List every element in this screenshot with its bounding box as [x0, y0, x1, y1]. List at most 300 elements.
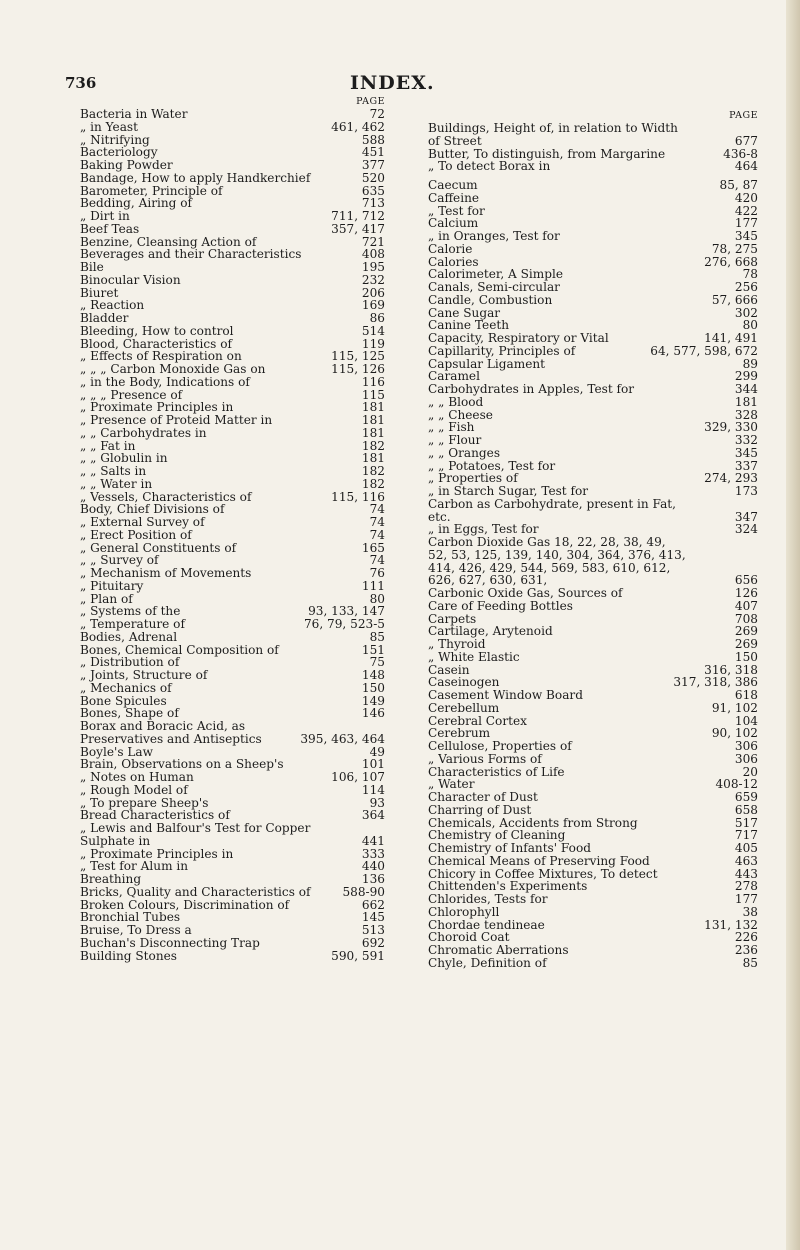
entry-term: „ in Yeast — [80, 119, 138, 134]
index-entry — [428, 791, 758, 804]
entry-pages: 74 — [369, 515, 385, 529]
entry-pages: 299 — [734, 369, 758, 384]
index-entry — [428, 804, 758, 817]
index-entry — [428, 179, 758, 192]
entry-term: Buildings, Height of, in relation to Width of Street — [428, 121, 678, 148]
entry-pages: 345 — [734, 445, 758, 460]
entry-pages: 590, 591 — [331, 948, 385, 963]
index-entry — [428, 855, 758, 868]
entry-term: „ „ „ Presence of — [80, 387, 183, 402]
index-entry — [428, 294, 758, 307]
index-entry — [428, 434, 758, 447]
index-entry — [80, 261, 385, 274]
entry-term: Baking Powder — [80, 158, 173, 172]
entry-term: „ Test for — [428, 203, 485, 218]
entry-term: Candle, Combustion — [428, 292, 553, 307]
entry-pages: 85 — [742, 955, 758, 970]
entry-pages: 278 — [734, 879, 758, 894]
entry-term: Binocular Vision — [80, 272, 181, 287]
index-entry — [428, 689, 758, 702]
index-entry — [428, 345, 758, 358]
entry-term: Bedding, Airing of — [80, 196, 192, 211]
entry-term: Breathing — [80, 872, 142, 886]
entry-term: „ „ „ Carbon Monoxide Gas on — [80, 362, 266, 376]
entry-term: „ Temperature of — [80, 617, 185, 631]
entry-pages: 146 — [361, 706, 385, 721]
entry-pages: 440 — [361, 859, 385, 874]
index-entry — [428, 396, 758, 409]
entry-pages: 149 — [361, 693, 385, 708]
entry-term: Bile — [80, 260, 104, 274]
entry-pages: 114 — [361, 782, 385, 797]
entry-pages: 256 — [734, 280, 758, 294]
entry-term: „ Water — [428, 777, 475, 792]
index-entry — [80, 873, 385, 886]
entry-term: Chemistry of Infants' Food — [428, 841, 591, 855]
entry-pages: 635 — [361, 183, 385, 198]
entry-pages: 332 — [734, 433, 758, 447]
entry-term: Bodies, Adrenal — [80, 629, 178, 644]
index-entry — [80, 529, 385, 542]
entry-pages: 182 — [361, 464, 385, 478]
entry-term: Carbonic Oxide Gas, Sources of — [428, 586, 623, 600]
entry-term: „ Plan of — [80, 591, 133, 606]
entry-term: Character of Dust — [428, 790, 538, 804]
entry-pages: 181 — [734, 394, 758, 409]
entry-term: Chemicals, Accidents from Strong — [428, 815, 638, 830]
entry-term: Benzine, Cleansing Action of — [80, 234, 257, 249]
index-entry — [80, 159, 385, 172]
entry-term: Calories — [428, 254, 479, 269]
entry-pages: 91, 102 — [711, 700, 758, 715]
index-entry — [80, 465, 385, 478]
entry-pages: 302 — [734, 305, 758, 320]
entry-pages: 165 — [361, 540, 385, 555]
entry-term: Calorie — [428, 241, 473, 256]
entry-term: Cerebrum — [428, 726, 491, 741]
entry-pages: 49 — [369, 744, 385, 759]
entry-term: Chromatic Aberrations — [428, 943, 569, 957]
entry-term: Bronchial Tubes — [80, 910, 181, 925]
entry-pages: 182 — [361, 438, 385, 453]
entry-term: Casein — [428, 662, 470, 677]
index-entry — [428, 587, 758, 600]
entry-pages: 106, 107 — [331, 770, 385, 784]
index-entry — [80, 108, 385, 121]
entry-pages: 721 — [361, 234, 385, 249]
entry-pages: 408-12 — [715, 777, 758, 792]
entry-pages: 513 — [361, 923, 385, 937]
entry-term: Chemical Means of Preserving Food — [428, 853, 650, 868]
entry-term: Chittenden's Experiments — [428, 879, 588, 894]
entry-term: Carbon Dioxide Gas 18, 22, 28, 38, 49, 52, 53, 125, 139, 140, 304, 364, 376, 413, 414, 426, 429, 544, 569, 583, 610, 612, 626, 627, 630, 631, — [428, 535, 686, 588]
index-entry — [80, 669, 385, 682]
entry-pages: 451 — [361, 145, 385, 160]
entry-term: „ in Starch Sugar, Test for — [428, 484, 589, 498]
entry-pages: 126 — [734, 586, 758, 600]
entry-term: „ Proximate Principles in — [80, 400, 234, 415]
entry-pages: 588 — [361, 132, 385, 147]
entry-term: Carbon as Carbohydrate, present in Fat, etc. — [428, 496, 677, 524]
entry-term: Casement Window Board — [428, 688, 583, 702]
index-entry — [80, 312, 385, 325]
entry-term: Chlorides, Tests for — [428, 892, 548, 906]
entry-term: „ „ Carbohydrates in — [80, 425, 207, 440]
entry-term: „ Mechanics of — [80, 680, 172, 695]
index-entry — [80, 274, 385, 287]
index-entry — [80, 924, 385, 937]
entry-pages: 80 — [369, 591, 385, 606]
page-title: INDEX. — [350, 72, 435, 94]
entry-pages: 713 — [361, 196, 385, 211]
index-entry — [428, 702, 758, 715]
entry-term: „ Proximate Principles in — [80, 846, 234, 861]
entry-term: Chordae tendineae — [428, 917, 545, 932]
entry-term: „ „ Blood — [428, 394, 484, 409]
entry-term: Capacity, Respiratory or Vital — [428, 331, 609, 345]
entry-term: „ „ Fat in — [80, 438, 136, 453]
entry-pages: 659 — [734, 790, 758, 804]
index-entry — [428, 447, 758, 460]
index-entry — [428, 651, 758, 664]
index-entry — [428, 332, 758, 345]
index-entry — [428, 160, 758, 173]
entry-pages: 119 — [361, 336, 385, 351]
entry-term: „ General Constituents of — [80, 540, 237, 555]
entry-term: „ Various Forms of — [428, 751, 542, 766]
entry-pages: 269 — [734, 624, 758, 639]
entry-term: Canine Teeth — [428, 318, 510, 333]
index-entry — [428, 906, 758, 919]
entry-term: Caecum — [428, 178, 478, 192]
entry-term: Bleeding, How to control — [80, 323, 234, 338]
index-entry — [80, 682, 385, 695]
entry-pages: 364 — [361, 808, 385, 823]
entry-pages: 177 — [734, 892, 758, 906]
entry-pages: 181 — [361, 400, 385, 415]
entry-term: Bread Characteristics of — [80, 808, 230, 823]
entry-pages: 57, 666 — [711, 292, 758, 307]
entry-pages: 677 — [734, 133, 758, 148]
entry-term: „ Vessels, Characteristics of — [80, 489, 252, 504]
index-entry — [80, 580, 385, 593]
entry-term: „ „ Fish — [428, 420, 475, 435]
entry-term: „ „ Potatoes, Test for — [428, 458, 556, 473]
index-entry — [80, 478, 385, 491]
entry-pages: 618 — [734, 688, 758, 702]
entry-term: Bricks, Quality and Characteristics of — [80, 884, 311, 899]
entry-term: „ in Eggs, Test for — [428, 522, 539, 537]
entry-pages: 588-90 — [342, 884, 385, 899]
entry-term: Butter, To distinguish, from Margarine — [428, 146, 666, 161]
entry-term: „ in the Body, Indications of — [80, 374, 250, 389]
entry-term: Caramel — [428, 369, 480, 384]
entry-pages: 76, 79, 523-5 — [303, 617, 385, 631]
entry-pages: 141, 491 — [704, 331, 758, 345]
entry-pages: 317, 318, 386 — [673, 675, 758, 690]
entry-pages: 344 — [734, 382, 758, 396]
index-entry — [80, 886, 385, 899]
entry-pages: 93, 133, 147 — [308, 604, 385, 619]
entry-term: „ „ Globulin in — [80, 451, 168, 466]
entry-term: „ Lewis and Balfour's Test for Copper Sulphate in — [80, 821, 311, 848]
entry-pages: 115, 125 — [331, 349, 385, 364]
entry-pages: 104 — [734, 713, 758, 728]
entry-pages: 72 — [369, 107, 385, 121]
entry-term: „ Systems of the — [80, 604, 181, 619]
index-entry — [428, 753, 758, 766]
page-number: 736 — [65, 74, 97, 92]
entry-term: Brain, Observations on a Sheep's — [80, 757, 284, 772]
entry-term: „ White Elastic — [428, 649, 520, 664]
entry-pages: 182 — [361, 476, 385, 491]
entry-term: Boyle's Law — [80, 744, 153, 759]
index-entry — [80, 822, 385, 848]
entry-term: „ „ Flour — [428, 433, 482, 447]
entry-pages: 407 — [734, 598, 758, 613]
entry-term: Caffeine — [428, 190, 480, 205]
entry-pages: 324 — [734, 522, 758, 537]
entry-term: Cartilage, Arytenoid — [428, 624, 553, 639]
entry-pages: 226 — [734, 930, 758, 945]
entry-term: Carpets — [428, 611, 477, 626]
entry-term: Cerebellum — [428, 700, 500, 715]
index-entry — [80, 248, 385, 261]
index-entry — [428, 638, 758, 651]
entry-pages: 150 — [361, 680, 385, 695]
entry-pages: 463 — [734, 853, 758, 868]
entry-pages: 345 — [734, 229, 758, 243]
entry-term: „ Rough Model of — [80, 782, 188, 797]
entry-pages: 75 — [369, 655, 385, 670]
entry-pages: 662 — [361, 897, 385, 912]
entry-term: Bones, Shape of — [80, 706, 179, 721]
entry-term: Bacteriology — [80, 145, 158, 160]
entry-pages: 422 — [734, 203, 758, 218]
entry-term: „ Effects of Respiration on — [80, 349, 242, 364]
index-column-left — [80, 96, 385, 962]
entry-pages: 656 — [734, 573, 758, 588]
entry-term: Chyle, Definition of — [428, 955, 547, 970]
entry-pages: 78 — [742, 267, 758, 282]
entry-term: Capsular Ligament — [428, 356, 546, 371]
entry-pages: 306 — [734, 739, 758, 753]
index-entry — [80, 363, 385, 376]
index-entry — [428, 192, 758, 205]
entry-pages: 74 — [369, 502, 385, 517]
index-entry — [428, 281, 758, 294]
entry-term: Bacteria in Water — [80, 107, 188, 121]
entry-term: Care of Feeding Bottles — [428, 598, 573, 613]
index-entry — [80, 771, 385, 784]
entry-pages: 206 — [361, 285, 385, 300]
entry-term: Calcium — [428, 216, 479, 231]
page-column-label: PAGE — [729, 110, 758, 121]
entry-pages: 111 — [361, 578, 385, 593]
index-entry — [428, 842, 758, 855]
entry-pages: 115, 126 — [331, 362, 385, 376]
entry-pages: 717 — [734, 828, 758, 843]
entry-pages: 177 — [734, 216, 758, 231]
entry-term: „ „ Oranges — [428, 445, 501, 460]
index-entry — [428, 383, 758, 396]
entry-pages: 145 — [361, 910, 385, 925]
entry-term: Beef Teas — [80, 221, 140, 236]
entry-pages: 181 — [361, 451, 385, 466]
entry-pages: 520 — [361, 170, 385, 185]
entry-term: „ Erect Position of — [80, 527, 192, 542]
entry-pages: 151 — [361, 642, 385, 657]
index-entry — [428, 498, 758, 524]
entry-pages: 443 — [734, 866, 758, 881]
index-entry — [428, 536, 758, 587]
entry-pages: 464 — [734, 159, 758, 174]
entry-pages: 150 — [734, 649, 758, 664]
index-entry — [80, 631, 385, 644]
entry-pages: 408 — [361, 247, 385, 262]
index-entry — [80, 720, 385, 746]
index-entry — [428, 944, 758, 957]
entry-term: „ Test for Alum in — [80, 859, 189, 874]
entry-pages: 514 — [361, 323, 385, 338]
entry-term: „ Notes on Human — [80, 770, 194, 784]
entry-term: Bruise, To Dress a — [80, 923, 192, 937]
entry-term: „ „ Survey of — [80, 553, 159, 568]
entry-pages: 85, 87 — [719, 178, 758, 192]
entry-term: Chlorophyll — [428, 904, 500, 919]
entry-term: Carbohydrates in Apples, Test for — [428, 382, 635, 396]
entry-term: Bandage, How to apply Handkerchief — [80, 170, 311, 185]
index-entry — [80, 937, 385, 950]
index-entry — [80, 784, 385, 797]
entry-pages: 377 — [361, 158, 385, 172]
entry-pages: 74 — [369, 553, 385, 568]
index-entry — [80, 567, 385, 580]
entry-term: Characteristics of Life — [428, 764, 565, 779]
index-entry — [80, 325, 385, 338]
entry-pages: 93 — [369, 795, 385, 810]
index-entry — [428, 766, 758, 779]
entry-pages: 461, 462 — [331, 119, 385, 134]
index-column-right — [428, 110, 758, 970]
entry-term: Bladder — [80, 311, 129, 325]
entry-pages: 116 — [361, 374, 385, 389]
entry-pages: 274, 293 — [704, 471, 758, 486]
entry-pages: 269 — [734, 637, 758, 651]
entry-term: Calorimeter, A Simple — [428, 267, 564, 282]
entry-term: „ „ Salts in — [80, 464, 147, 478]
entry-term: „ Pituitary — [80, 578, 144, 593]
entry-term: „ Nitrifying — [80, 132, 150, 147]
entry-pages: 708 — [734, 611, 758, 626]
entry-pages: 347 — [734, 509, 758, 524]
entry-pages: 64, 577, 598, 672 — [650, 343, 758, 358]
entry-pages: 20 — [742, 764, 758, 779]
entry-pages: 86 — [369, 311, 385, 325]
page-edge-shadow — [786, 0, 800, 1250]
entry-pages: 74 — [369, 527, 385, 542]
entry-term: Charring of Dust — [428, 802, 532, 817]
entry-pages: 711, 712 — [331, 209, 385, 223]
index-entry — [80, 121, 385, 134]
entry-term: „ in Oranges, Test for — [428, 229, 560, 243]
index-entry — [428, 230, 758, 243]
entry-term: Borax and Boracic Acid, as Preservatives and Antiseptics — [80, 719, 262, 746]
entry-term: „ Thyroid — [428, 637, 486, 651]
entry-pages: 395, 463, 464 — [300, 731, 385, 746]
entry-pages: 436-8 — [723, 146, 758, 161]
entry-term: „ „ Cheese — [428, 407, 493, 422]
index-entry — [80, 427, 385, 440]
entry-term: „ Reaction — [80, 298, 145, 313]
index-entry — [80, 516, 385, 529]
entry-pages: 692 — [361, 935, 385, 950]
entry-term: Broken Colours, Discrimination of — [80, 897, 290, 912]
entry-pages: 517 — [734, 815, 758, 830]
entry-term: Canals, Semi-circular — [428, 280, 560, 294]
entry-term: „ Properties of — [428, 471, 518, 486]
entry-term: Cerebral Cortex — [428, 713, 527, 728]
index-entry — [80, 376, 385, 389]
entry-pages: 276, 668 — [704, 254, 758, 269]
entry-pages: 232 — [361, 272, 385, 287]
entry-pages: 420 — [734, 190, 758, 205]
entry-pages: 115 — [361, 387, 385, 402]
entry-term: Blood, Characteristics of — [80, 336, 232, 351]
entry-term: „ To prepare Sheep's — [80, 795, 209, 810]
entry-pages: 181 — [361, 425, 385, 440]
entry-pages: 333 — [361, 846, 385, 861]
entry-pages: 131, 132 — [704, 917, 758, 932]
entry-term: „ Presence of Proteid Matter in — [80, 413, 273, 427]
entry-term: „ External Survey of — [80, 515, 205, 529]
entry-term: „ Mechanism of Movements — [80, 566, 252, 580]
index-entry — [80, 223, 385, 236]
entry-term: Bone Spicules — [80, 693, 167, 708]
index-entry — [80, 950, 385, 963]
entry-term: Cellulose, Properties of — [428, 739, 572, 753]
entry-pages: 85 — [369, 629, 385, 644]
entry-pages: 316, 318 — [704, 662, 758, 677]
index-entry — [80, 414, 385, 427]
page-column-label: PAGE — [356, 96, 385, 107]
entry-pages: 76 — [369, 566, 385, 580]
entry-pages: 89 — [742, 356, 758, 371]
entry-term: Caseinogen — [428, 675, 500, 690]
entry-pages: 357, 417 — [331, 221, 385, 236]
entry-pages: 78, 275 — [711, 241, 758, 256]
entry-pages: 80 — [742, 318, 758, 333]
entry-pages: 169 — [361, 298, 385, 313]
entry-term: Bones, Chemical Composition of — [80, 642, 279, 657]
index-entry — [80, 210, 385, 223]
entry-pages: 136 — [361, 872, 385, 886]
entry-pages: 329, 330 — [704, 420, 758, 435]
index-entry — [428, 893, 758, 906]
entry-pages: 173 — [734, 484, 758, 498]
entry-term: Chemistry of Cleaning — [428, 828, 566, 843]
index-entry — [428, 122, 758, 148]
entry-pages: 337 — [734, 458, 758, 473]
entry-pages: 181 — [361, 413, 385, 427]
entry-term: Barometer, Principle of — [80, 183, 223, 198]
entry-pages: 405 — [734, 841, 758, 855]
entry-pages: 306 — [734, 751, 758, 766]
entry-pages: 90, 102 — [711, 726, 758, 741]
entry-term: „ Joints, Structure of — [80, 668, 208, 682]
entry-pages: 115, 116 — [331, 489, 385, 504]
entry-pages: 101 — [361, 757, 385, 772]
